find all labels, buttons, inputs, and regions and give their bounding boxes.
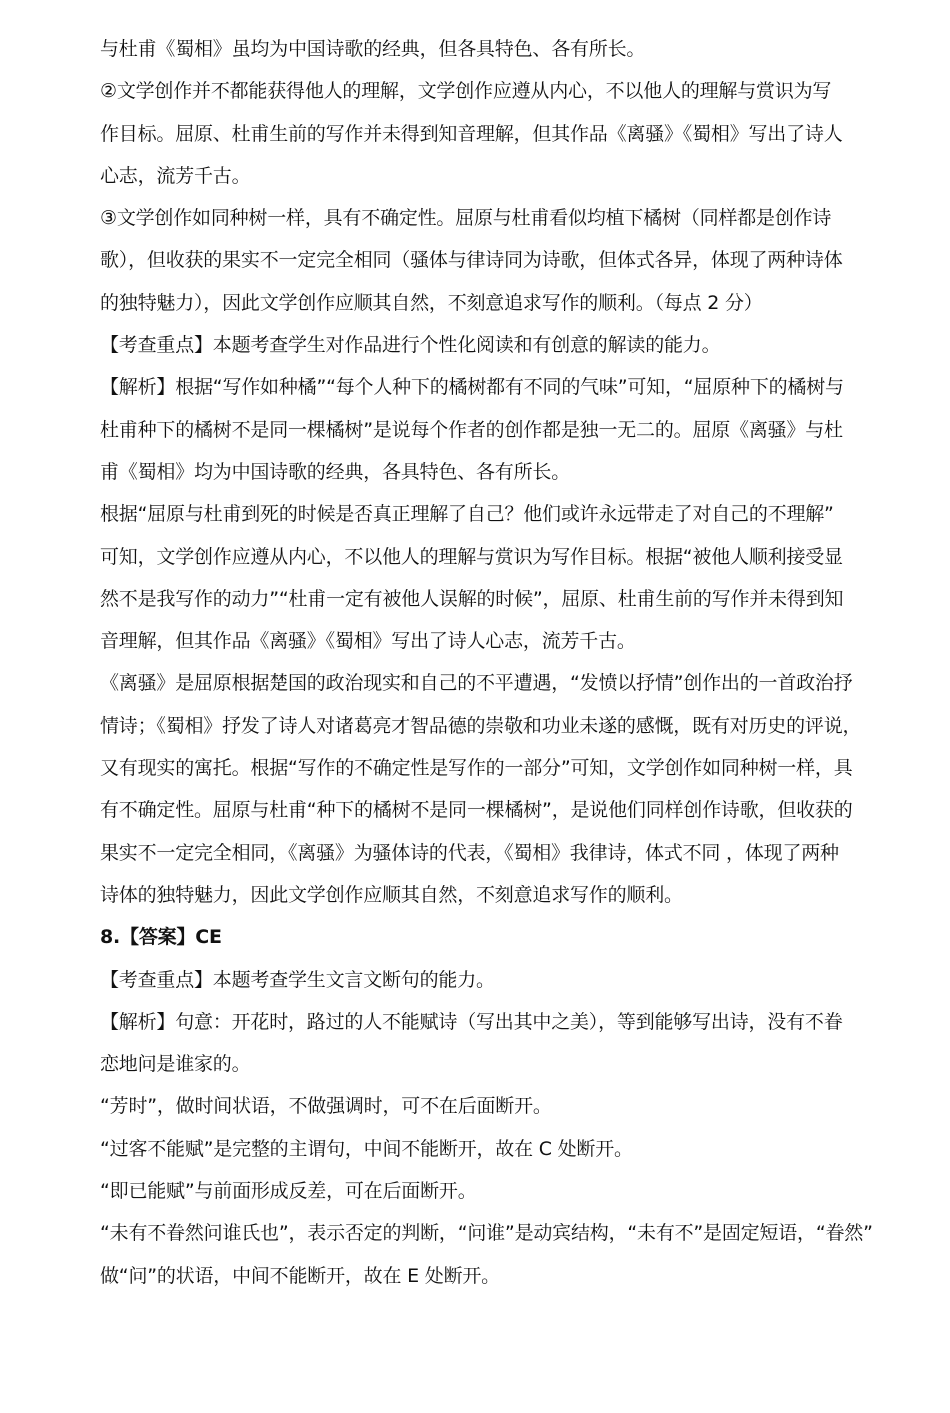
document-page — [100, 28, 873, 1297]
text-line: “即已能赋”与前面形成反差，可在后面断开。 — [100, 1180, 477, 1203]
text-line: ②文学创作并不都能获得他人的理解，文学创作应遵从内心，不以他人的理解与赏识为写 — [100, 80, 832, 103]
text-line: 根据“屈原与杜甫到死的时候是否真正理解了自己？他们或许永远带走了对自己的不理解” — [100, 503, 834, 526]
text-line: 果实不一定完全相同，《离骚》为骚体诗的代表，《蜀相》我律诗，体式不同 ，体现了两种 — [100, 841, 839, 864]
text-line: 诗体的独特魅力，因此文学创作应顺其自然，不刻意追求写作的顺利。 — [100, 883, 683, 906]
text-line: 【考查重点】本题考查学生文言文断句的能力。 — [100, 968, 495, 991]
text-line: 音理解，但其作品《离骚》《蜀相》写出了诗人心志，流芳千古。 — [100, 630, 636, 653]
text-line: 又有现实的寓托。根据“写作的不确定性是写作的一部分”可知，文学创作如同种树一样，具 — [100, 757, 853, 780]
text-line: 的独特魅力），因此文学创作应顺其自然，不刻意追求写作的顺利。（每点 2 分） — [100, 291, 763, 314]
text-line: 作目标。屈原、杜甫生前的写作并未得到知音理解，但其作品《离骚》《蜀相》写出了诗人 — [100, 122, 843, 145]
text-line: 可知，文学创作应遵从内心，不以他人的理解与赏识为写作目标。根据“被他人顺利接受显 — [100, 545, 843, 568]
answer-heading: 8.【答案】CE — [100, 926, 222, 949]
text-line: 情诗；《蜀相》抒发了诗人对诸葛亮才智品德的崇敬和功业未遂的感慨，既有对历史的评说， — [100, 714, 862, 737]
text-line: 与杜甫《蜀相》虽均为中国诗歌的经典，但各具特色、各有所长。 — [100, 38, 646, 60]
text-line: 杜甫种下的橘树不是同一棵橘树”是说每个作者的创作都是独一无二的。屈原《离骚》与杜 — [100, 418, 843, 441]
text-line: 恋地问是谁家的。 — [100, 1053, 251, 1076]
text-line: 心志，流芳千古。 — [100, 164, 251, 187]
text-line: 《离骚》是屈原根据楚国的政治现实和自己的不平遭遇，“发愤以抒情”创作出的一首政治抒 — [100, 672, 853, 695]
text-line: “芳时”，做时间状语，不做强调时，可不在后面断开。 — [100, 1095, 552, 1118]
text-line: 歌），但收获的果实不一定完全相同（骚体与律诗同为诗歌，但体式各异，体现了两种诗体 — [100, 249, 843, 272]
text-line: 甫《蜀相》均为中国诗歌的经典，各具特色、各有所长。 — [100, 460, 571, 483]
text-line: “过客不能赋”是完整的主谓句，中间不能断开，故在 C 处断开。 — [100, 1137, 633, 1160]
text-line: 【考查重点】本题考查学生对作品进行个性化阅读和有创意的解读的能力。 — [100, 334, 721, 357]
text-line: 【解析】句意：开花时，路过的人不能赋诗（写出其中之美），等到能够写出诗，没有不眷 — [100, 1010, 843, 1033]
text-line: 有不确定性。屈原与杜甫“种下的橘树不是同一棵橘树”，是说他们同样创作诗歌，但收获的 — [100, 799, 853, 822]
text-line: 然不是我写作的动力”“杜甫一定有被他人误解的时候”，屈原、杜甫生前的写作并未得到知 — [100, 587, 844, 610]
text-line: “未有不眷然问谁氏也”，表示否定的判断，“问谁”是动宾结构，“未有不”是固定短语，“眷然” — [100, 1222, 873, 1245]
text-line: 【解析】根据“写作如种橘”“每个人种下的橘树都有不同的气味”可知，“屈原种下的橘树与 — [100, 376, 844, 399]
text-line: 做“问”的状语，中间不能断开，故在 E 处断开。 — [100, 1264, 500, 1287]
text-line: ③文学创作如同种树一样，具有不确定性。屈原与杜甫看似均植下橘树（同样都是创作诗 — [100, 207, 832, 230]
